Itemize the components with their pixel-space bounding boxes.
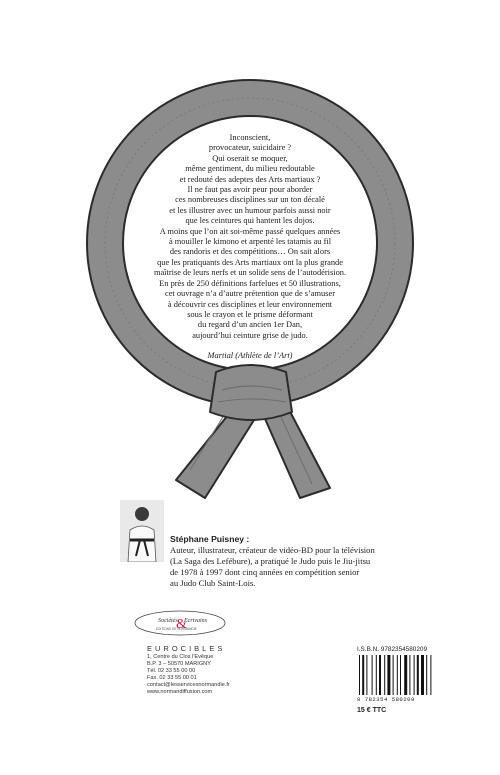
svg-text:Sociétés: Sociétés (158, 618, 178, 624)
publisher-logo (134, 610, 226, 636)
price: 15 € TTC (357, 707, 387, 714)
author-photo (120, 500, 164, 562)
barcode (357, 655, 437, 695)
belt-knot (210, 365, 292, 420)
author-name: Stéphane Puisney : (170, 534, 250, 544)
publisher-address: EUROCIBLES 1, Centre du Clos l'Evêque B.P. 3 – 50570 MARIGNY Tél. 02 33 55 00 00 Fax. 02 33 55 00 01 contact@lesservicesnormandie.fr www.normandiffusion.com (147, 644, 257, 696)
svg-text:EDITIONS DE NORMANDIE: EDITIONS DE NORMANDIE (156, 627, 197, 631)
back-cover-blurb: Inconscient, provocateur, suicidaire ? Qui oserait se moquer, même gentiment, du milieu redoutable et redouté des adeptes des Arts martiaux ? Il ne faut pas avoir peur pour aborder ces nombreuses disciplines sur un ton décalé et les illustrer avec un humour parfois aussi noir que les ceintures qui hantent les dojos. A moins que l’on ait soi-même passé quelques années à mouiller le kimono et arpenté les tatamis au fil des randoris et des compétitions… On sait alors que les pratiquants des Arts martiaux ont la plus grande maîtrise de leurs nerfs et un solide sens de l’autodérision. En près de 250 définitions farfelues et 50 illustrations, cet ouvrage n’a d’autre prétention que de s’amuser à découvrir ces disciplines et leur environnement sous le crayon et le prisme déformant du regard d’un ancien 1er Dan, aujourd’hui ceinture grise de judo. Martial (Athlète de l’Art) (140, 133, 360, 362)
svg-text:Ecrivains: Ecrivains (184, 618, 207, 624)
svg-text:&: & (176, 617, 187, 632)
blurb-signature: Martial (Athlète de l’Art) (207, 351, 293, 361)
author-bio: Stéphane Puisney : Auteur, illustrateur, créateur de vidéo-BD pour la télévision (La Saga des Lefébure), a pratiqué le Judo puis le Jiu-jitsu de 1978 à 1997 dont cinq années en compétition senior au Judo Club Saint-Lois. (170, 534, 460, 589)
isbn-label: I.S.B.N. 9782354580209 (357, 646, 427, 653)
publisher-name: EUROCIBLES (147, 644, 226, 653)
barcode-digits: 9 782354 580209 (357, 696, 415, 703)
